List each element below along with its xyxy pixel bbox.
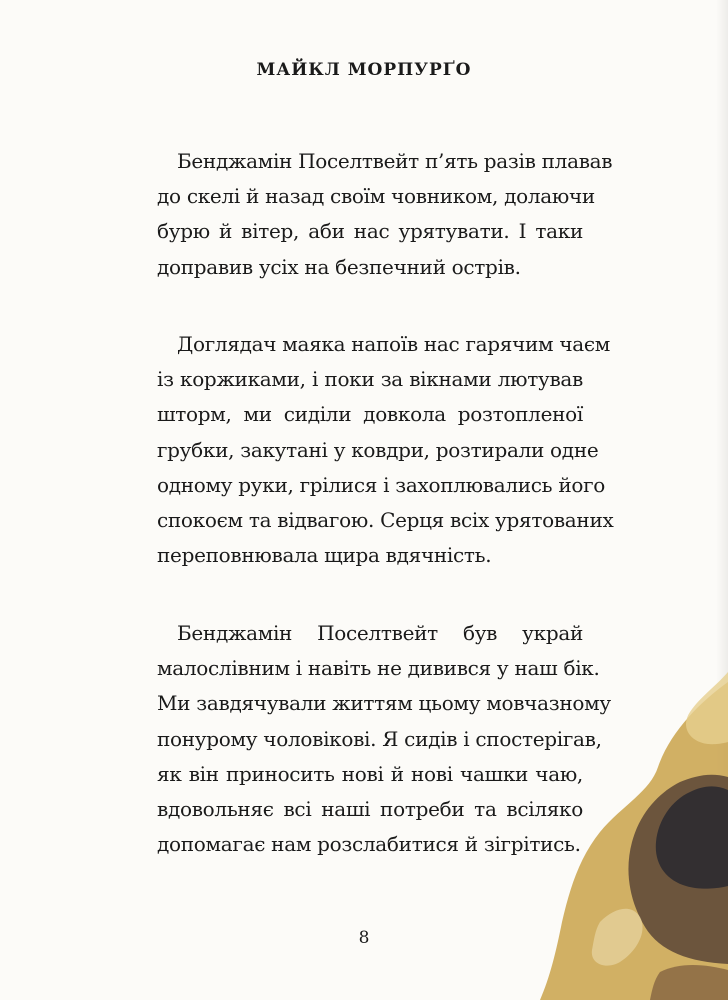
- watercolor-illustration: [540, 672, 728, 1000]
- page-number: 8: [358, 928, 370, 948]
- text-line: допомагає нам розслабитися й зігрітись.: [157, 832, 581, 857]
- text-line: бурю й вітер, аби нас урятувати. І таки: [157, 219, 583, 244]
- text-line: одному руки, грілися і захоплювались його: [157, 472, 606, 497]
- text-line: вдовольняє всі наші потреби та всіляко: [157, 796, 583, 821]
- text-line: Доглядач маяка напоїв нас гарячим чаєм: [177, 332, 611, 356]
- text-line: доправив усіх на безпечний острів.: [157, 254, 521, 279]
- text-line: як він приносить нові й нові чашки чаю,: [157, 761, 583, 786]
- text-line: спокоєм та відвагою. Серця всіх урятованих: [157, 507, 614, 532]
- text-line: Бенджамін Поселтвейт був украй: [177, 621, 583, 645]
- text-line: Бенджамін Поселтвейт п’ять разів плавав: [177, 149, 613, 173]
- running-header: МАЙКЛ МОРПУРҐО: [256, 60, 472, 80]
- text-line: понурому чоловікові. Я сидів і спостерігав,: [157, 726, 602, 751]
- text-line: переповнювала щира вдячність.: [157, 543, 492, 568]
- text-line: Ми завдячували життям цьому мовчазному: [157, 691, 611, 716]
- pale-wash: [686, 672, 728, 744]
- text-line: із коржиками, і поки за вікнами лютував: [157, 367, 583, 392]
- paragraph-3: [157, 616, 611, 862]
- paragraph-2: [157, 327, 614, 573]
- paragraph-1: [157, 144, 613, 285]
- text-line: шторм, ми сиділи довкола розтопленої: [157, 402, 583, 427]
- text-line: до скелі й назад своїм човником, долаючи: [157, 184, 595, 209]
- text-line: малослівним і навіть не дивився у наш бік.: [157, 656, 600, 681]
- text-line: грубки, закутані у ковдри, розтирали одне: [157, 437, 599, 462]
